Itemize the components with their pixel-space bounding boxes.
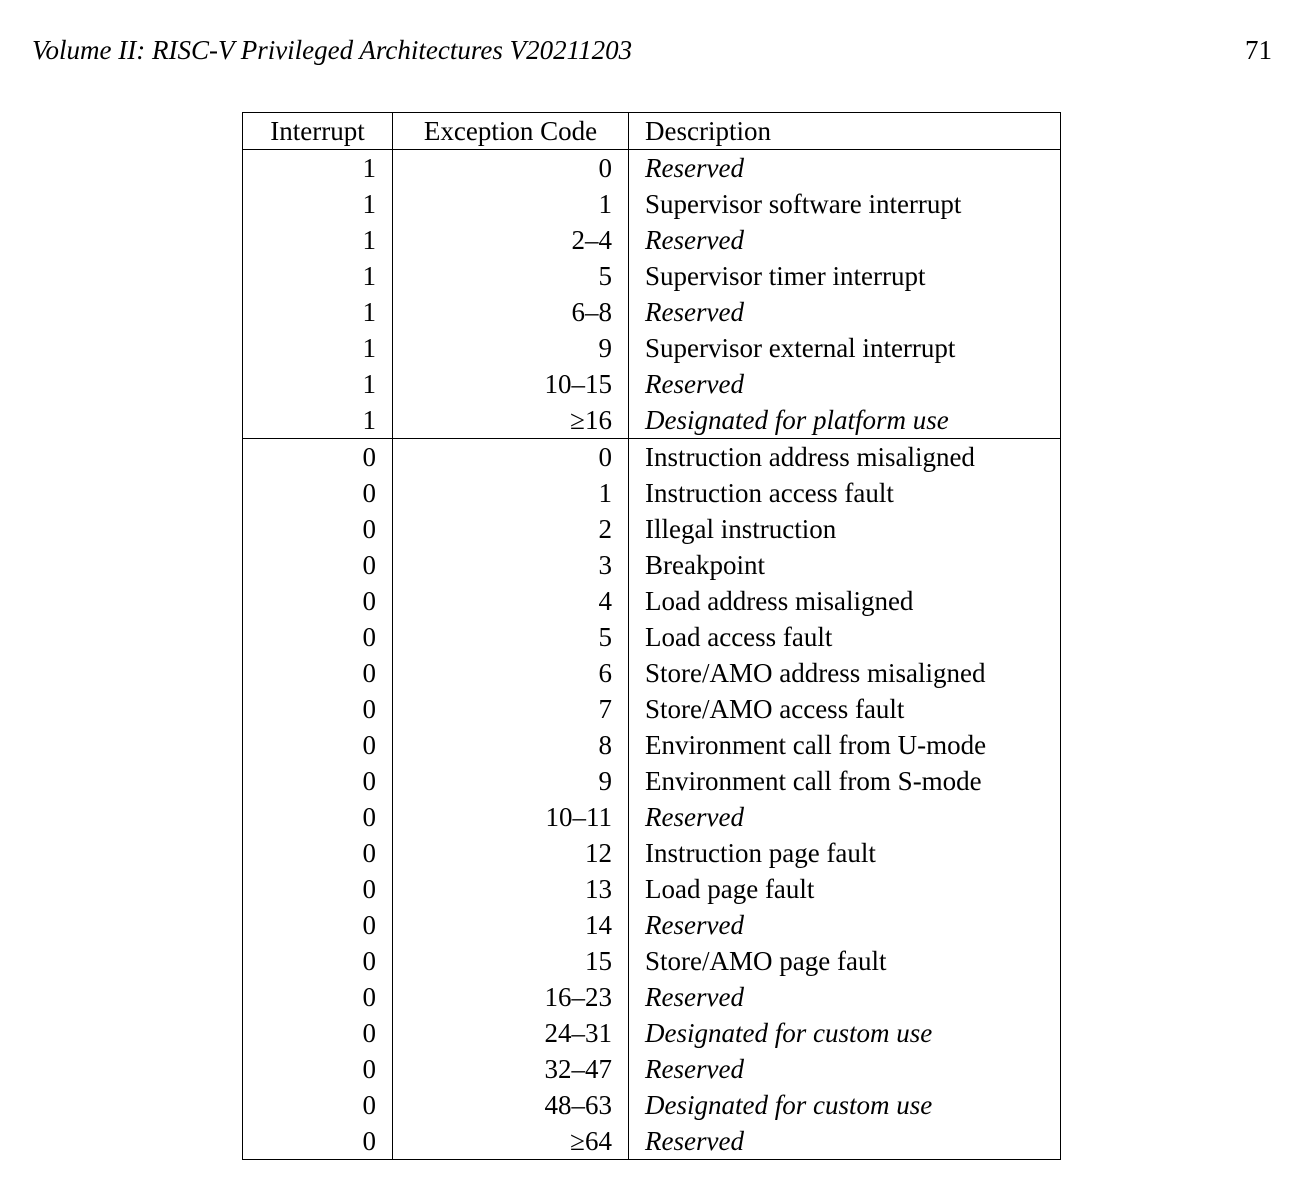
description-cell: Reserved (645, 802, 744, 832)
description-cell: Instruction page fault (645, 838, 876, 868)
table-row (243, 439, 1061, 476)
table-row (243, 907, 1061, 943)
exception-code-cell: 24–31 (393, 1015, 629, 1051)
exception-code-cell: 9 (393, 330, 629, 366)
interrupt-cell: 0 (243, 1087, 393, 1123)
exception-code-cell: 1 (393, 475, 629, 511)
table-row (243, 1123, 1061, 1160)
exception-code-cell: 10–15 (393, 366, 629, 402)
column-header-interrupt: Interrupt (243, 113, 393, 150)
table-row (243, 475, 1061, 511)
exception-code-cell: 0 (393, 150, 629, 187)
interrupt-cell: 0 (243, 907, 393, 943)
table-row (243, 583, 1061, 619)
table-row (243, 330, 1061, 366)
table-row (243, 835, 1061, 871)
description-cell: Instruction access fault (645, 478, 894, 508)
exception-code-cell: 14 (393, 907, 629, 943)
interrupt-cell: 0 (243, 619, 393, 655)
exception-code-cell: 2 (393, 511, 629, 547)
exception-code-cell: 0 (393, 439, 629, 476)
interrupt-cell: 1 (243, 294, 393, 330)
exception-code-cell: 15 (393, 943, 629, 979)
table-row (243, 547, 1061, 583)
description-cell: Reserved (645, 153, 744, 183)
description-cell: Load page fault (645, 874, 815, 904)
table-row (243, 294, 1061, 330)
exception-code-cell: 5 (393, 258, 629, 294)
interrupt-cell: 0 (243, 691, 393, 727)
exception-code-cell: 48–63 (393, 1087, 629, 1123)
exception-code-cell: 12 (393, 835, 629, 871)
exception-code-cell: 13 (393, 871, 629, 907)
description-cell: Load address misaligned (645, 586, 914, 616)
table-row (243, 402, 1061, 439)
interrupt-cell: 1 (243, 366, 393, 402)
interrupt-cell: 1 (243, 150, 393, 187)
exception-code-cell: ≥64 (393, 1123, 629, 1160)
table-row (243, 871, 1061, 907)
description-cell: Store/AMO page fault (645, 946, 887, 976)
table-row (243, 979, 1061, 1015)
description-cell: Designated for custom use (645, 1018, 933, 1048)
description-cell: Instruction address misaligned (629, 439, 1061, 476)
column-header-exception-code: Exception Code (393, 113, 629, 150)
description-cell: Store/AMO address misaligned (645, 658, 986, 688)
interrupt-cell: 1 (243, 402, 393, 439)
table-row (243, 1051, 1061, 1087)
exception-code-cell: 9 (393, 763, 629, 799)
table-row (243, 727, 1061, 763)
description-cell: Designated for custom use (645, 1090, 933, 1120)
interrupt-cell: 1 (243, 330, 393, 366)
description-cell: Supervisor external interrupt (645, 333, 956, 363)
interrupt-cell: 0 (243, 1051, 393, 1087)
exception-code-cell: 3 (393, 547, 629, 583)
interrupt-cell: 0 (243, 763, 393, 799)
exception-code-cell: 4 (393, 583, 629, 619)
running-header-title: Volume II: RISC-V Privileged Architectures V20211203 (32, 35, 633, 65)
description-cell: Supervisor software interrupt (645, 189, 962, 219)
interrupt-cell: 0 (243, 511, 393, 547)
description-cell: Environment call from S-mode (645, 766, 982, 796)
exception-code-cell: 6 (393, 655, 629, 691)
table-body (243, 150, 1061, 1160)
interrupt-cell: 0 (243, 727, 393, 763)
description-cell: Store/AMO access fault (645, 694, 905, 724)
column-header-description: Description (629, 113, 1061, 150)
interrupt-cell: 0 (243, 1123, 393, 1160)
interrupt-cell: 1 (243, 258, 393, 294)
interrupt-cell: 0 (243, 943, 393, 979)
description-cell: Reserved (645, 910, 744, 940)
table-row (243, 655, 1061, 691)
table-row (243, 1087, 1061, 1123)
description-cell: Supervisor timer interrupt (645, 261, 926, 291)
table-row (243, 511, 1061, 547)
table-row (243, 799, 1061, 835)
interrupt-cell: 0 (243, 475, 393, 511)
description-cell: Reserved (645, 1126, 744, 1156)
description-cell: Breakpoint (645, 550, 765, 580)
table-header-row (243, 113, 1061, 150)
exception-code-cell: 5 (393, 619, 629, 655)
interrupt-cell: 0 (243, 655, 393, 691)
description-cell: Reserved (645, 1054, 744, 1084)
description-cell: Reserved (645, 297, 744, 327)
exception-code-cell: 16–23 (393, 979, 629, 1015)
table-row (243, 186, 1061, 222)
interrupt-cell: 0 (243, 871, 393, 907)
description-cell: Designated for platform use (645, 405, 949, 435)
scause-values-table (242, 112, 1061, 1160)
description-cell: Load access fault (645, 622, 833, 652)
exception-code-cell: 7 (393, 691, 629, 727)
exception-code-cell: 8 (393, 727, 629, 763)
interrupt-cell: 0 (243, 835, 393, 871)
table-row (243, 763, 1061, 799)
table-row (243, 691, 1061, 727)
interrupt-cell: 0 (243, 1015, 393, 1051)
table-row (243, 943, 1061, 979)
table-row (243, 222, 1061, 258)
exception-code-cell: 2–4 (393, 222, 629, 258)
interrupt-cell: 0 (243, 439, 393, 476)
exception-code-cell: 32–47 (393, 1051, 629, 1087)
exception-code-cell: 6–8 (393, 294, 629, 330)
exception-code-cell: 10–11 (393, 799, 629, 835)
interrupt-cell: 0 (243, 583, 393, 619)
exception-code-cell: ≥16 (393, 402, 629, 439)
table-row (243, 150, 1061, 187)
interrupt-cell: 1 (243, 222, 393, 258)
table-row (243, 1015, 1061, 1051)
description-cell: Illegal instruction (645, 514, 837, 544)
table-row (243, 258, 1061, 294)
description-cell: Environment call from U-mode (645, 730, 987, 760)
description-cell: Reserved (645, 369, 744, 399)
interrupt-cell: 0 (243, 547, 393, 583)
table-row (243, 619, 1061, 655)
table-row (243, 366, 1061, 402)
interrupt-cell: 1 (243, 186, 393, 222)
description-cell: Reserved (645, 982, 744, 1012)
interrupt-cell: 0 (243, 799, 393, 835)
page-number: 71 (1245, 35, 1272, 65)
exception-code-cell: 1 (393, 186, 629, 222)
interrupt-cell: 0 (243, 979, 393, 1015)
description-cell: Reserved (645, 225, 744, 255)
